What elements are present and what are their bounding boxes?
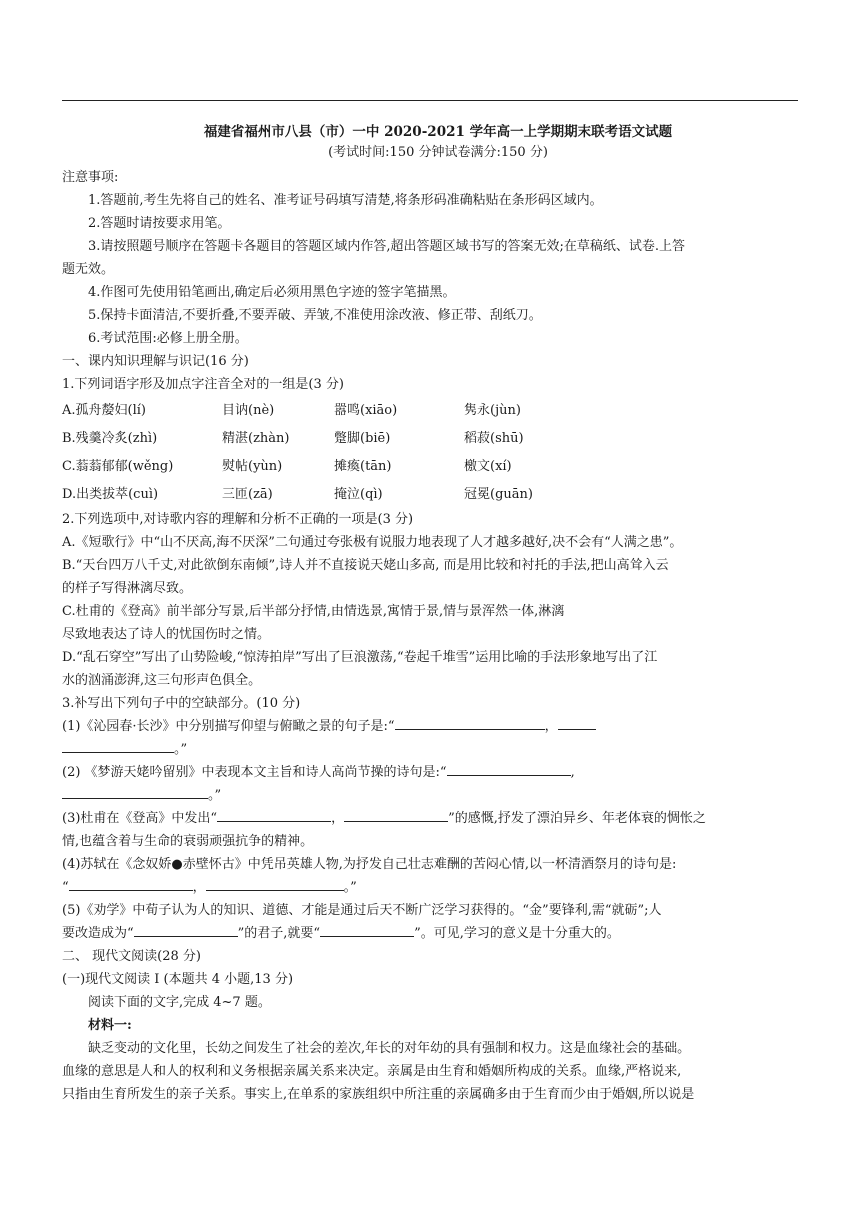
fill-text: 。” — [208, 788, 222, 803]
section-heading: 一、课内知识理解与识记(16 分) — [62, 354, 249, 369]
passage-line: 只指由生育所发生的亲子关系。事实上,在单系的家族组织中所注重的亲属确多由于生育而少由于婚姻,所以说是 — [62, 1087, 695, 1102]
subsection-heading: (一)现代文阅读 I (本题共 4 小题,13 分) — [62, 972, 294, 987]
option-cell: 精湛(zhàn) — [222, 430, 290, 446]
option-cell: 目讷(nè) — [222, 402, 275, 418]
fill-line — [62, 784, 798, 807]
option-d-cont: 水的汹涌澎湃,这三句形声色俱全。 — [62, 673, 262, 688]
material-label: 材料一: — [88, 1018, 132, 1033]
option-cell: 熨帖(yùn) — [222, 458, 283, 474]
option-row — [62, 396, 798, 424]
fill-line — [62, 807, 798, 830]
fill-line — [62, 922, 798, 945]
option-c: C.杜甫的《登高》前半部分写景,后半部分抒情,由情选景,寓情于景,情与景浑然一体,淋漓 — [62, 604, 565, 619]
option-cell: C.蓊蓊郁郁(wěng) — [62, 458, 174, 474]
fill-text: (3)杜甫在《登高》中发出“ — [62, 811, 218, 826]
option-cell: D.出类拔萃(cuì) — [62, 486, 159, 502]
fill-line — [62, 715, 798, 738]
fill-line — [62, 876, 798, 899]
option-cell: 蹩脚(biē) — [334, 430, 391, 446]
option-d: D.“乱石穿空”写出了山势险峻,“惊涛拍岸”写出了巨浪激荡,“卷起千堆雪”运用比喻的手法形象地写出了江 — [62, 650, 658, 665]
option-b-cont: 的样子写得淋漓尽致。 — [62, 581, 193, 596]
option-b: B.“天台四万八千丈,对此欲倒东南倾”,诗人并不直接说天姥山多高, 而是用比较和衬托的手法,把山高耸入云 — [62, 558, 669, 573]
answer-blank[interactable] — [447, 761, 571, 776]
notice-item: 3.请按照题号顺序在答题卡各题目的答题区域内作答,超出答题区域书写的答案无效;在草稿纸、试卷.上答 — [88, 239, 686, 254]
passage-line: 血缘的意思是人和人的权利和义务根据亲属关系来决定。亲属是由生育和婚姻所构成的关系。血缘,严格说来, — [62, 1064, 682, 1079]
answer-blank[interactable] — [344, 807, 448, 822]
question-stem: 3.补写出下列句子中的空缺部分。(10 分) — [62, 696, 301, 711]
answer-blank[interactable] — [134, 922, 238, 937]
fill-text: (2) 《梦游天姥吟留别》中表现本文主旨和诗人高尚节操的诗句是:“ — [62, 765, 447, 780]
fill-line — [62, 761, 798, 784]
notice-item: 5.保持卡面清洁,不要折叠,不要弄破、弄皱,不准使用涂改液、修正带、刮纸刀。 — [88, 308, 542, 323]
option-cell: 稻菽(shū) — [464, 430, 524, 446]
notice-item: 1.答题前,考生先将自己的姓名、准考证号码填写清楚,将条形码准确粘贴在条形码区域内。 — [88, 193, 603, 208]
option-cell: 冠冕(guān) — [464, 486, 533, 502]
answer-blank[interactable] — [558, 715, 596, 730]
notice-item: 6.考试范围:必修上册全册。 — [88, 331, 248, 346]
fill-text: 要改造成为“ — [62, 926, 134, 941]
answer-blank[interactable] — [320, 922, 414, 937]
notice-item: 2.答题时请按要求用笔。 — [88, 216, 231, 231]
question-stem: 1.下列词语字形及加点字注音全对的一组是(3 分) — [62, 377, 344, 392]
answer-blank[interactable] — [62, 738, 174, 753]
answer-blank[interactable] — [217, 807, 331, 822]
section-heading: 二、 现代文阅读(28 分) — [62, 949, 201, 964]
document-page — [62, 122, 798, 1106]
option-a: A.《短歌行》中“山不厌高,海不厌深”二句通过夸张极有说服力地表现了人才越多越好,决不会有“人满之患”。 — [62, 535, 683, 550]
fill-text: ， — [331, 811, 345, 826]
fill-text: ”的君子,就要“ — [237, 926, 321, 941]
fill-text: ”。可见,学习的意义是十分重大的。 — [414, 926, 620, 941]
question-stem: 2.下列选项中,对诗歌内容的理解和分析不正确的一项是(3 分) — [62, 512, 414, 527]
option-cell: B.残羹冷炙(zhì) — [62, 430, 158, 446]
fill-line: (4)苏轼在《念奴娇●赤壁怀古》中凭吊英雄人物,为抒发自己壮志难酬的苦闷心情,以一杯清酒祭月的诗句是: — [62, 857, 677, 872]
option-row — [62, 452, 798, 480]
fill-line: (5)《劝学》中荀子认为人的知识、道德、才能是通过后天不断广泛学习获得的。“金”要锋利,需“就砺”;人 — [62, 903, 662, 918]
option-row — [62, 424, 798, 452]
option-cell: A.孤舟嫠妇(lí) — [62, 402, 146, 418]
reading-instruction: 阅读下面的文字,完成 4~7 题。 — [88, 995, 271, 1010]
fill-text: ， — [544, 719, 558, 734]
passage-line: 缺乏变动的文化里，长幼之间发生了社会的差次,年长的对年幼的具有强制和权力。这是血缘社会的基础。 — [88, 1041, 691, 1056]
option-row — [62, 480, 798, 508]
header-rule — [62, 100, 798, 101]
option-cell: 三匝(zā) — [222, 486, 273, 502]
option-cell: 檄文(xí) — [464, 458, 512, 474]
fill-line — [62, 738, 798, 761]
fill-text: ， — [192, 880, 206, 895]
option-cell: 嚣鸣(xiāo) — [334, 402, 398, 418]
fill-line-cont: 情,也蕴含着与生命的衰弱顽强抗争的精神。 — [62, 834, 314, 849]
notice-item-cont: 题无效。 — [62, 262, 115, 277]
page-title: 福建省福州市八县（市）一中 2020-2021 学年高一上学期期末联考语文试题 — [203, 124, 673, 140]
fill-text: “ — [62, 880, 69, 895]
answer-blank[interactable] — [206, 876, 344, 891]
option-cell: 隽永(jùn) — [464, 402, 521, 418]
fill-text: (1)《沁园春·长沙》中分别描写仰望与俯瞰之景的句子是:“ — [62, 719, 395, 734]
fill-text: 。” — [343, 880, 357, 895]
fill-text: ”的感慨,抒发了漂泊异乡、年老体衰的惆怅之 — [448, 811, 706, 826]
page-subtitle: (考试时间:150 分钟试卷满分:150 分) — [328, 145, 548, 160]
notice-item: 4.作图可先使用铅笔画出,确定后必须用黑色字迹的签字笔描黑。 — [88, 285, 456, 300]
option-c-cont: 尽致地表达了诗人的忧国伤时之情。 — [62, 627, 271, 642]
option-cell: 摊瘓(tān) — [334, 458, 392, 474]
fill-text: 。” — [174, 742, 188, 757]
answer-blank[interactable] — [69, 876, 193, 891]
answer-blank[interactable] — [395, 715, 545, 730]
notice-heading: 注意事项: — [62, 170, 119, 185]
option-cell: 掩泣(qì) — [334, 486, 383, 502]
answer-blank[interactable] — [62, 784, 208, 799]
fill-text: , — [570, 765, 575, 780]
